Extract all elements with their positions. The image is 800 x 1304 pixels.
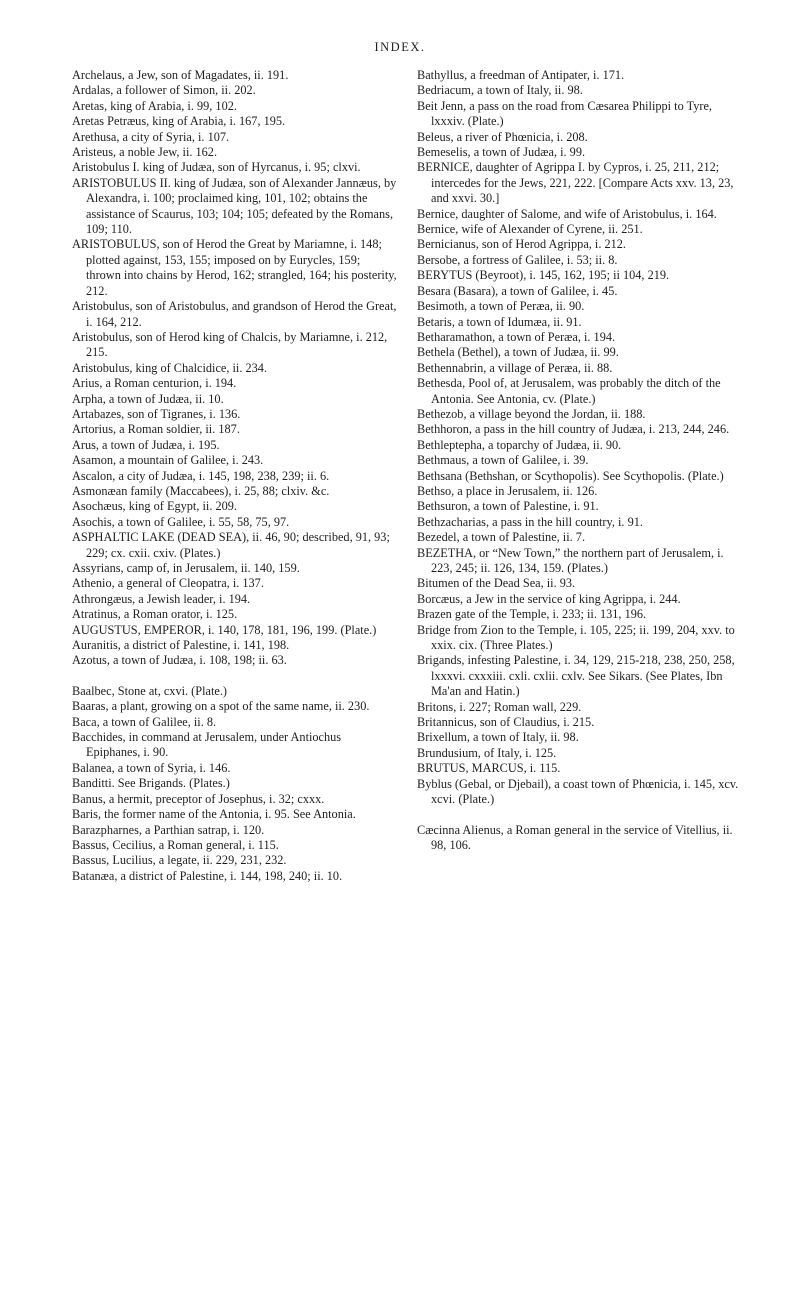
index-entry: Arus, a town of Judæa, i. 195. [72, 437, 220, 452]
index-entry: Brigands, infesting Palestine, i. 34, 129, 215-218, 238, 250, 258, lxxxvi. cxxxiii. cxli. cxlii. cxlv. See Sikars. (See Plates, Ibn Ma'an and Hatin.) [417, 653, 735, 699]
page-header: INDEX. [374, 40, 426, 54]
index-entry: Atratinus, a Roman orator, i. 125. [72, 607, 238, 622]
index-entry: Bethzacharias, a pass in the hill country, i. 91. [417, 514, 643, 529]
index-entry: ASPHALTIC LAKE (DEAD SEA), ii. 46, 90; described, 91, 93; 229; cx. cxii. cxiv. (Plates.) [72, 530, 390, 560]
index-entry: Bethleptepha, a toparchy of Judæa, ii. 90. [417, 437, 622, 452]
index-entry: Bethesda, Pool of, at Jerusalem, was probably the ditch of the Antonia. See Antonia, cv. (Plate.) [417, 376, 721, 406]
index-entry: Beleus, a river of Phœnicia, i. 208. [417, 129, 588, 144]
section-gap [72, 669, 398, 684]
index-entry: Bathyllus, a freedman of Antipater, i. 171. [417, 68, 625, 82]
index-entry: Brixellum, a town of Italy, ii. 98. [417, 730, 579, 745]
index-entry: Bitumen of the Dead Sea, ii. 93. [417, 576, 576, 591]
index-entry: Bethso, a place in Jerusalem, ii. 126. [417, 483, 598, 498]
index-entry: Banus, a hermit, preceptor of Josephus, i. 32; cxxx. [72, 791, 325, 806]
index-entry: Aristobulus I. king of Judæa, son of Hyrcanus, i. 95; clxvi. [72, 160, 361, 175]
index-entry: Ascalon, a city of Judæa, i. 145, 198, 238, 239; ii. 6. [72, 468, 330, 483]
index-entry: Batanæa, a district of Palestine, i. 144, 198, 240; ii. 10. [72, 868, 343, 883]
index-entry: Aristobulus, king of Chalcidice, ii. 234. [72, 360, 268, 375]
index-entry: Bernice, daughter of Salome, and wife of Aristobulus, i. 164. [417, 206, 717, 221]
index-entry: Betaris, a town of Idumæa, ii. 91. [417, 314, 582, 329]
index-entry: Assyrians, camp of, in Jerusalem, ii. 140, 159. [72, 561, 300, 575]
index-entry: Britannicus, son of Claudius, i. 215. [417, 715, 595, 730]
index-entry: ARISTOBULUS, son of Herod the Great by Mariamne, i. 148; plotted against, 153, 155; imposed on by Eurycles, 159; thrown into chains by Herod, 162; strangled, 164; his posterity, 212. [72, 237, 397, 298]
index-entry: Britons, i. 227; Roman wall, 229. [417, 699, 582, 714]
index-entry: Azotus, a town of Judæa, i. 108, 198; ii. 63. [72, 653, 287, 668]
index-entry: Beit Jenn, a pass on the road from Cæsarea Philippi to Tyre, lxxxiv. (Plate.) [417, 98, 713, 129]
index-entry: Brundusium, of Italy, i. 125. [417, 745, 557, 760]
index-entry: Bethsuron, a town of Palestine, i. 91. [417, 499, 599, 514]
index-entry: Auranitis, a district of Palestine, i. 141, 198. [72, 638, 290, 653]
index-entry: Athrongæus, a Jewish leader, i. 194. [72, 591, 251, 606]
index-entry: Bassus, Lucilius, a legate, ii. 229, 231, 232. [72, 853, 287, 868]
index-entry: Cæcinna Alienus, a Roman general in the service of Vitellius, ii. 98, 106. [417, 822, 733, 852]
index-entry: Bethhoron, a pass in the hill country of Judæa, i. 213, 244, 246. [417, 422, 730, 437]
index-entry: Asamon, a mountain of Galilee, i. 243. [72, 453, 264, 468]
index-entry: Ardalas, a follower of Simon, ii. 202. [72, 83, 256, 98]
index-entry: Besara (Basara), a town of Galilee, i. 45. [417, 283, 618, 298]
index-entry: Brazen gate of the Temple, i. 233; ii. 131, 196. [417, 607, 647, 622]
index-entry: BERYTUS (Beyroot), i. 145, 162, 195; ii 104, 219. [417, 268, 670, 283]
index-entry: Aretas Petræus, king of Arabia, i. 167, 195. [72, 114, 286, 129]
index-entry: Baca, a town of Galilee, ii. 8. [72, 714, 217, 729]
index-entry: ARISTOBULUS II. king of Judæa, son of Alexander Jannæus, by Alexandra, i. 100; proclaimed king, 101, 102; obtains the assistance of Scaurus, 103; 104; 105; defeated by the Romans, 109; 110. [72, 175, 397, 237]
index-entry: Balanea, a town of Syria, i. 146. [72, 760, 231, 775]
index-entry: Bernice, wife of Alexander of Cyrene, ii. 251. [417, 222, 643, 237]
index-entry: Barazpharnes, a Parthian satrap, i. 120. [72, 822, 265, 837]
index-entry: Besimoth, a town of Peræa, ii. 90. [417, 299, 585, 314]
index-entry: Bacchides, in command at Jerusalem, under Antiochus Epiphanes, i. 90. [72, 730, 342, 760]
index-entry: Aristeus, a noble Jew, ii. 162. [72, 145, 218, 160]
index-entry: Byblus (Gebal, or Djebail), a coast town of Phœnicia, i. 145, xcv. xcvi. (Plate.) [417, 776, 739, 807]
index-entry: Artorius, a Roman soldier, ii. 187. [72, 422, 240, 437]
index-entry: Bersobe, a fortress of Galilee, i. 53; ii. 8. [417, 252, 618, 267]
index-entry: Asmonæan family (Maccabees), i. 25, 88; clxiv. &c. [72, 483, 330, 498]
index-entry: Aristobulus, son of Herod king of Chalcis, by Mariamne, i. 212, 215. [72, 329, 388, 360]
index-entry: AUGUSTUS, EMPEROR, i. 140, 178, 181, 196, 199. (Plate.) [72, 622, 377, 637]
index-column-right [417, 68, 743, 853]
index-entry: Aristobulus, son of Aristobulus, and grandson of Herod the Great, i. 164, 212. [72, 299, 397, 329]
index-entry: Artabazes, son of Tigranes, i. 136. [72, 406, 241, 421]
section-gap [417, 808, 743, 823]
index-entry: Betharamathon, a town of Peræa, i. 194. [417, 329, 616, 344]
index-entry: Bethela (Bethel), a town of Judæa, ii. 99. [417, 345, 619, 360]
index-entry: Bemeselis, a town of Judæa, i. 99. [417, 145, 586, 160]
index-entry: Athenio, a general of Cleopatra, i. 137. [72, 576, 264, 591]
index-entry: Bernicianus, son of Herod Agrippa, i. 212. [417, 237, 627, 252]
index-entry: Baalbec, Stone at, cxvi. (Plate.) [72, 683, 228, 698]
index-entry: Bedriacum, a town of Italy, ii. 98. [417, 83, 583, 98]
index-column-left [72, 68, 398, 884]
index-entry: Asochis, a town of Galilee, i. 55, 58, 75, 97. [72, 514, 290, 529]
index-entry: Baris, the former name of the Antonia, i. 95. See Antonia. [72, 807, 356, 822]
index-entry: Arius, a Roman centurion, i. 194. [72, 376, 237, 391]
index-entry: Bethmaus, a town of Galilee, i. 39. [417, 453, 589, 468]
index-entry: Arpha, a town of Judæa, ii. 10. [72, 391, 224, 406]
index-entry: Borcæus, a Jew in the service of king Agrippa, i. 244. [417, 591, 681, 606]
index-entry: Asochæus, king of Egypt, ii. 209. [72, 499, 237, 514]
index-entry: Bethennabrin, a village of Peræa, ii. 88. [417, 360, 613, 375]
index-entry: Banditti. See Brigands. (Plates.) [72, 776, 230, 791]
index-entry: Bridge from Zion to the Temple, i. 105, 225; ii. 199, 204, xxv. to xxix. cix. (Three Plates.) [417, 622, 735, 653]
index-entry: Archelaus, a Jew, son of Magadates, ii. 191. [72, 68, 289, 82]
index-entry: Bethsana (Bethshan, or Scythopolis). See Scythopolis. (Plate.) [417, 468, 724, 483]
index-entry: Aretas, king of Arabia, i. 99, 102. [72, 98, 237, 113]
index-entry: Bassus, Cecilius, a Roman general, i. 115. [72, 837, 279, 852]
index-entry: BRUTUS, MARCUS, i. 115. [417, 761, 561, 776]
index-entry: Baaras, a plant, growing on a spot of the same name, ii. 230. [72, 699, 370, 714]
index-entry: Arethusa, a city of Syria, i. 107. [72, 129, 230, 144]
index-entry: Bethezob, a village beyond the Jordan, ii. 188. [417, 406, 646, 421]
index-entry: BEZETHA, or “New Town,” the northern part of Jerusalem, i. 223, 245; ii. 126, 134, 159. (Plates.) [417, 545, 724, 575]
index-entry: Bezedel, a town of Palestine, ii. 7. [417, 530, 586, 545]
index-entry: BERNICE, daughter of Agrippa I. by Cypros, i. 25, 211, 212; intercedes for the Jews, 221, 222. [Compare Acts xxv. 13, 23, and xxvi. 30.] [417, 160, 734, 206]
